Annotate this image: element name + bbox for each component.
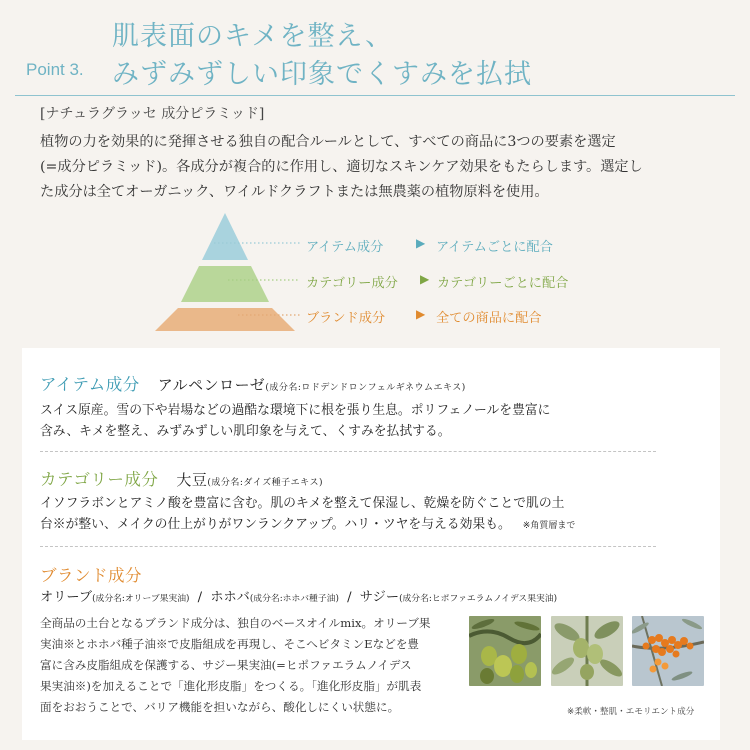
- brand-ingredient-name: サジー: [359, 590, 400, 605]
- brand-section-body: [40, 613, 431, 718]
- section-divider: [40, 546, 656, 547]
- item-section-heading: [40, 371, 466, 395]
- section-divider: [40, 451, 656, 452]
- page-title-line1: 肌表面のキメを整え、: [112, 21, 394, 52]
- play-arrow-icon: ▶: [416, 236, 426, 250]
- play-arrow-icon: ▶: [416, 307, 426, 321]
- body-line: 実油※とホホバ種子油※で皮脂組成を再現し、そこへビタミンEなどを豊: [40, 637, 420, 651]
- brand-section-heading: ブランド成分: [40, 566, 142, 585]
- play-arrow-icon: ▶: [420, 272, 430, 286]
- pyramid-label: アイテム成分: [306, 240, 384, 255]
- body-line: 果実油※)を加えることで「進化形皮脂」をつくる。「進化形皮脂」が肌表: [40, 679, 422, 693]
- category-ingredient: 大豆: [176, 471, 208, 489]
- point-label: Point 3.: [26, 60, 84, 79]
- body-line: スイス原産。雪の下や岩場などの過酷な環境下に根を張り生息。ポリフェノールを豊富に: [40, 403, 551, 418]
- item-ingredient: アルペンローゼ: [157, 376, 266, 394]
- category-heading-text: カテゴリー成分: [40, 470, 159, 489]
- intro-text: [40, 130, 720, 205]
- body-line: イソフラボンとアミノ酸を豊富に含む。肌のキメを整えて保湿し、乾燥を防ぐことで肌の土: [40, 496, 565, 511]
- pyramid-graphic: [150, 207, 300, 337]
- intro-line: 植物の力を効果的に発揮させる独自の配合ルールとして、すべての商品に3つの要素を選定: [40, 134, 616, 150]
- pyramid-bottom-tier: [155, 308, 295, 331]
- brand-ingredient-sub: (成分名:オリーブ果実油): [92, 594, 190, 604]
- brand-ingredient-name: オリーブ: [40, 590, 93, 605]
- pyramid-desc: 全ての商品に配合: [436, 311, 542, 326]
- category-section-body: [40, 493, 575, 537]
- olive-photo: [469, 616, 541, 686]
- brand-ingredients-line: [40, 586, 557, 605]
- category-ingredient-sub: (成分名:ダイズ種子エキス): [207, 478, 323, 488]
- pyramid-label: ブランド成分: [306, 311, 386, 326]
- body-line: 含み、キメを整え、みずみずしい肌印象を与えて、くすみを払拭する。: [40, 424, 451, 439]
- item-section-body: [40, 400, 550, 442]
- sea-buckthorn-photo: [632, 616, 704, 686]
- category-note: ※角質層まで: [522, 521, 576, 531]
- pyramid-label: カテゴリー成分: [306, 276, 398, 291]
- brand-ingredient-name: ホホバ: [210, 590, 250, 605]
- pyramid-desc: アイテムごとに配合: [436, 240, 553, 255]
- jojoba-photo: [551, 616, 623, 686]
- page-title-line2: みずみずしい印象でくすみを払拭: [112, 59, 532, 90]
- pyramid-top-tier: [202, 213, 248, 260]
- body-line: 富に含み皮脂組成を保護する、サジー果実油(=ヒポファエラムノイデス: [40, 658, 412, 672]
- body-line: 全商品の土台となるブランド成分は、独自のベースオイルmix。オリーブ果: [40, 616, 431, 630]
- brand-ingredient-sub: (成分名:ヒポファエラムノイデス果実油): [399, 594, 558, 604]
- body-line: 面をおおうことで、バリア機能を担いながら、酸化しにくい状態に。: [40, 700, 400, 714]
- category-section-heading: [40, 466, 323, 490]
- header-divider: [15, 95, 735, 96]
- pyramid-caption: [ナチュラグラッセ 成分ピラミッド]: [40, 106, 265, 122]
- pyramid-desc: カテゴリーごとに配合: [437, 276, 569, 291]
- intro-line: た成分は全てオーガニック、ワイルドクラフトまたは無農薬の植物原料を使用。: [40, 184, 549, 200]
- intro-line: (=成分ピラミッド)。各成分が複合的に作用し、適切なスキンケア効果をもたらします。選定し: [40, 159, 643, 175]
- pyramid-middle-tier: [181, 266, 269, 302]
- body-line: [40, 514, 575, 537]
- item-ingredient-sub: (成分名:ロドデンドロンフェルギネウムエキス): [265, 383, 466, 393]
- separator: /: [197, 590, 203, 605]
- brand-ingredient-sub: (成分名:ホホバ種子油): [249, 594, 339, 604]
- item-heading-text: アイテム成分: [40, 375, 140, 394]
- body-line-text: 台※が整い、メイクの仕上がりがワンランクアップ。ハリ・ツヤを与える効果も。: [40, 517, 511, 532]
- brand-footnote: ※柔軟・整肌・エモリエント成分: [567, 707, 695, 717]
- separator: /: [347, 590, 352, 605]
